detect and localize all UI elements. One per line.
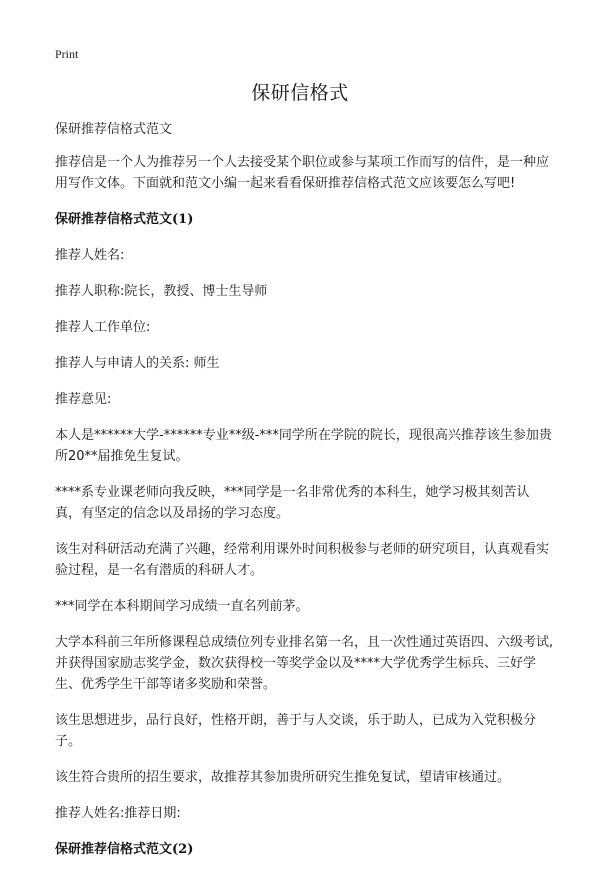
signature-line: 推荐人姓名:推荐日期: <box>55 806 181 821</box>
section-heading-2: 保研推荐信格式范文(2) <box>55 842 194 857</box>
body-paragraph: ****系专业课老师向我反映，***同学是一名非常优秀的本科生，她学习极其刻苦认真，有坚定的信念以及昂扬的学习态度。 <box>55 485 530 521</box>
field-recommender-relation: 推荐人与申请人的关系: 师生 <box>55 356 220 371</box>
body-paragraph: 该生思想进步，品行良好，性格开朗，善于与人交谈，乐于助人，已成为入党积极分子。 <box>55 713 537 749</box>
body-paragraph: ***同学在本科期间学习成绩一直名列前茅。 <box>55 599 309 614</box>
section-heading-1: 保研推荐信格式范文(1) <box>55 212 194 227</box>
print-label: Print <box>55 47 79 61</box>
page-title: 保研信格式 <box>251 82 349 104</box>
field-recommender-title: 推荐人职称:院长，教授、博士生导师 <box>55 284 268 299</box>
document-body <box>55 119 555 875</box>
body-paragraph: 该生符合贵所的招生要求，故推荐其参加贵所研究生推免复试，望请审核通过。 <box>55 770 511 785</box>
body-paragraph: 大学本科前三年所修课程总成绩位列专业排名第一名，且一次性通过英语四、六级考试,并获得国家励志奖学金，数次获得校一等奖学金以及****大学优秀学生标兵、三好学生、优秀学生干部等诸多奖励和荣誉。 <box>55 635 554 692</box>
intro-paragraph: 推荐信是一个人为推荐另一个人去接受某个职位或参与某项工作而写的信件，是一种应用写作文体。下面就和范文小编一起来看看保研推荐信格式范文应该要怎么写吧! <box>55 155 550 191</box>
body-paragraph: 该生对科研活动充满了兴趣，经常利用课外时间积极参与老师的研究项目，认真观看实验过程，是一名有潜质的科研人才。 <box>55 542 550 578</box>
document-subtitle: 保研推荐信格式范文 <box>55 122 173 137</box>
field-recommender-unit: 推荐人工作单位: <box>55 320 151 335</box>
field-recommendation-opinion: 推荐意见: <box>55 392 112 407</box>
body-paragraph: 本人是******大学-******专业**级-***同学所在学院的院长，现很高兴推荐该生参加贵所20**届推免生复试。 <box>55 428 552 464</box>
field-recommender-name: 推荐人姓名: <box>55 248 125 263</box>
